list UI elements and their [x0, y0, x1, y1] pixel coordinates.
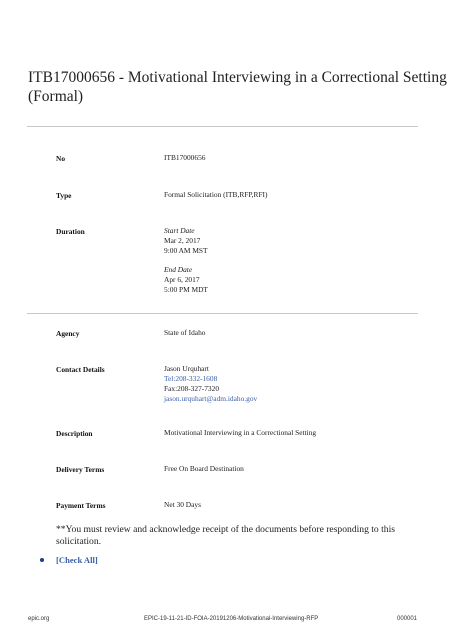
- delivery-terms-value: Free On Board Destination: [164, 464, 244, 473]
- bullet-dot-icon: [40, 558, 44, 562]
- agency-label: Agency: [56, 329, 80, 338]
- start-time: 9:00 AM MST: [164, 246, 208, 255]
- section-divider: [27, 313, 418, 314]
- page-title: ITB17000656 - Motivational Interviewing in a Correctional Setting (Formal): [28, 69, 447, 105]
- contact-tel-link[interactable]: Tel:208-332-1608: [164, 374, 218, 383]
- footer-page-number: 000001: [397, 616, 418, 622]
- delivery-terms-label: Delivery Terms: [56, 465, 105, 474]
- description-value: Motivational Interviewing in a Correctional Setting: [164, 428, 317, 437]
- title-divider: [27, 126, 418, 127]
- acknowledgement-notice: **You must review and acknowledge receipt of the documents before responding to this solicitation.: [56, 524, 395, 547]
- footer-source: epic.org: [28, 616, 50, 622]
- start-date: Mar 2, 2017: [164, 236, 201, 245]
- check-all-link[interactable]: [Check All]: [56, 555, 98, 565]
- no-label: No: [56, 154, 66, 163]
- duration-value: [164, 226, 208, 295]
- type-label: Type: [56, 191, 72, 200]
- duration-label: Duration: [56, 227, 85, 236]
- contact-name: Jason Urquhart: [164, 364, 209, 373]
- contact-fax: Fax:208-327-7320: [164, 384, 220, 393]
- footer-document-id: EPIC-19-11-21-ID-FOIA-20191206-Motivational-Interviewing-RFP: [144, 616, 319, 622]
- agency-value: State of Idaho: [164, 328, 206, 337]
- start-date-label: Start Date: [164, 226, 195, 235]
- contact-value: [164, 364, 257, 404]
- end-date: Apr 6, 2017: [164, 275, 200, 284]
- payment-terms-value: Net 30 Days: [164, 500, 201, 509]
- end-time: 5:00 PM MDT: [164, 285, 208, 294]
- contact-label: Contact Details: [56, 365, 105, 374]
- no-value: ITB17000656: [164, 153, 206, 162]
- description-label: Description: [56, 429, 93, 438]
- payment-terms-label: Payment Terms: [56, 501, 106, 510]
- type-value: Formal Solicitation (ITB,RFP,RFI): [164, 190, 268, 199]
- contact-email-link[interactable]: jason.urquhart@adm.idaho.gov: [164, 394, 258, 403]
- end-date-label: End Date: [164, 265, 193, 274]
